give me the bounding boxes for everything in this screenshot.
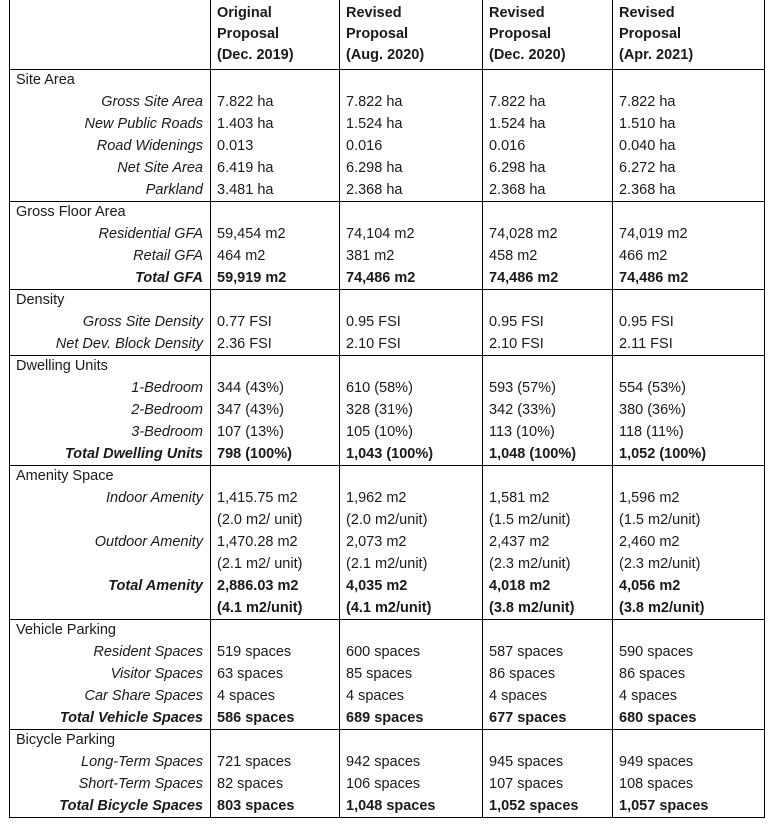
row-label: Total Dwelling Units xyxy=(10,443,211,466)
table-cell: 1.510 ha xyxy=(613,113,765,135)
section-header-empty-cell xyxy=(211,466,340,488)
table-cell: (2.3 m2/unit) xyxy=(613,553,765,575)
table-cell: 380 (36%) xyxy=(613,399,765,421)
table-cell: 2.10 FSI xyxy=(340,333,483,356)
section-header-empty-cell xyxy=(613,356,765,378)
table-cell: 0.016 xyxy=(483,135,613,157)
table-cell: 1,596 m2 xyxy=(613,487,765,509)
header-line: Revised xyxy=(619,5,675,21)
section-header-empty-cell xyxy=(483,730,613,752)
table-cell: 2,073 m2 xyxy=(340,531,483,553)
table-cell: 1,057 spaces xyxy=(613,795,765,818)
table-cell: (3.8 m2/unit) xyxy=(613,597,765,620)
header-line: Revised xyxy=(489,5,545,21)
table-cell: 118 (11%) xyxy=(613,421,765,443)
table-row xyxy=(10,157,765,179)
section-header-empty-cell xyxy=(211,730,340,752)
table-cell: 344 (43%) xyxy=(211,377,340,399)
table-row xyxy=(10,751,765,773)
table-cell: 381 m2 xyxy=(340,245,483,267)
section-header-row xyxy=(10,730,765,752)
header-line: (Dec. 2020) xyxy=(489,47,566,63)
header-line: Revised xyxy=(346,5,402,21)
table-row xyxy=(10,553,765,575)
row-label: Car Share Spaces xyxy=(10,685,211,707)
header-corner-cell xyxy=(10,0,211,70)
section-header-empty-cell xyxy=(211,620,340,642)
section-header-empty-cell xyxy=(211,70,340,92)
section-header-empty-cell xyxy=(340,70,483,92)
table-cell: 4 spaces xyxy=(211,685,340,707)
table-row xyxy=(10,223,765,245)
row-label: Total Vehicle Spaces xyxy=(10,707,211,730)
table-row xyxy=(10,135,765,157)
row-label: Indoor Amenity xyxy=(10,487,211,509)
row-label: Road Widenings xyxy=(10,135,211,157)
table-cell: 7.822 ha xyxy=(613,91,765,113)
header-line: Proposal xyxy=(489,26,552,42)
table-cell: 519 spaces xyxy=(211,641,340,663)
section-header-row xyxy=(10,202,765,224)
table-cell: 2,460 m2 xyxy=(613,531,765,553)
row-label: Total Bicycle Spaces xyxy=(10,795,211,818)
table-cell: 106 spaces xyxy=(340,773,483,795)
table-cell: 1.403 ha xyxy=(211,113,340,135)
table-cell: 2,886.03 m2 xyxy=(211,575,340,597)
section-header-empty-cell xyxy=(211,290,340,312)
table-cell: 59,919 m2 xyxy=(211,267,340,290)
row-label: Net Site Area xyxy=(10,157,211,179)
table-cell: 4 spaces xyxy=(340,685,483,707)
row-label xyxy=(10,509,211,531)
table-cell: 721 spaces xyxy=(211,751,340,773)
table-cell: 2.368 ha xyxy=(613,179,765,202)
table-cell: (2.3 m2/unit) xyxy=(483,553,613,575)
table-cell: 4,035 m2 xyxy=(340,575,483,597)
row-label: Residential GFA xyxy=(10,223,211,245)
table-cell: 689 spaces xyxy=(340,707,483,730)
section-header-empty-cell xyxy=(613,620,765,642)
table-cell: 2.368 ha xyxy=(483,179,613,202)
table-row xyxy=(10,597,765,620)
table-cell: 1,581 m2 xyxy=(483,487,613,509)
table-cell: 347 (43%) xyxy=(211,399,340,421)
table-row xyxy=(10,245,765,267)
section-header-empty-cell xyxy=(613,70,765,92)
table-row xyxy=(10,113,765,135)
table-cell: 74,486 m2 xyxy=(340,267,483,290)
table-cell: 458 m2 xyxy=(483,245,613,267)
row-label xyxy=(10,553,211,575)
table-cell: 113 (10%) xyxy=(483,421,613,443)
section-header-row xyxy=(10,356,765,378)
table-cell: 6.419 ha xyxy=(211,157,340,179)
section-header-empty-cell xyxy=(340,620,483,642)
table-cell: 1,962 m2 xyxy=(340,487,483,509)
table-cell: (4.1 m2/unit) xyxy=(211,597,340,620)
table-row xyxy=(10,795,765,818)
table-row xyxy=(10,509,765,531)
section-title: Density xyxy=(10,290,211,312)
table-cell: (2.1 m2/ unit) xyxy=(211,553,340,575)
header-cell-revised-apr-2021 xyxy=(613,0,765,70)
proposal-comparison-table xyxy=(9,0,765,818)
header-line: Proposal xyxy=(217,26,280,42)
table-cell: 63 spaces xyxy=(211,663,340,685)
table-cell: (2.0 m2/unit) xyxy=(340,509,483,531)
table-cell: 107 spaces xyxy=(483,773,613,795)
table-cell: 2.10 FSI xyxy=(483,333,613,356)
table-cell: 342 (33%) xyxy=(483,399,613,421)
table-cell: (3.8 m2/unit) xyxy=(483,597,613,620)
table-cell: 3.481 ha xyxy=(211,179,340,202)
row-label: Visitor Spaces xyxy=(10,663,211,685)
table-cell: 4,056 m2 xyxy=(613,575,765,597)
header-line: Proposal xyxy=(346,26,409,42)
table-cell: 59,454 m2 xyxy=(211,223,340,245)
header-cell-revised-aug-2020 xyxy=(340,0,483,70)
table-cell: 610 (58%) xyxy=(340,377,483,399)
section-header-empty-cell xyxy=(211,356,340,378)
table-cell: 0.95 FSI xyxy=(613,311,765,333)
table-cell: 86 spaces xyxy=(613,663,765,685)
section-header-empty-cell xyxy=(340,290,483,312)
table-cell: 0.95 FSI xyxy=(483,311,613,333)
row-label: Long-Term Spaces xyxy=(10,751,211,773)
table-cell: 2.368 ha xyxy=(340,179,483,202)
table-cell: (2.0 m2/ unit) xyxy=(211,509,340,531)
section-header-empty-cell xyxy=(613,202,765,224)
comparison-table-container xyxy=(9,0,765,818)
row-label: 1-Bedroom xyxy=(10,377,211,399)
header-line: Original xyxy=(217,5,272,21)
row-label: Short-Term Spaces xyxy=(10,773,211,795)
section-header-empty-cell xyxy=(340,466,483,488)
table-row xyxy=(10,421,765,443)
table-cell: 74,104 m2 xyxy=(340,223,483,245)
table-cell: 586 spaces xyxy=(211,707,340,730)
row-label: Retail GFA xyxy=(10,245,211,267)
table-cell: 1.524 ha xyxy=(483,113,613,135)
row-label: 3-Bedroom xyxy=(10,421,211,443)
table-row xyxy=(10,707,765,730)
table-row xyxy=(10,663,765,685)
table-cell: 1.524 ha xyxy=(340,113,483,135)
section-header-empty-cell xyxy=(340,356,483,378)
section-header-empty-cell xyxy=(483,466,613,488)
table-cell: 0.016 xyxy=(340,135,483,157)
table-cell: 593 (57%) xyxy=(483,377,613,399)
table-cell: 0.013 xyxy=(211,135,340,157)
table-cell: 945 spaces xyxy=(483,751,613,773)
table-cell: 1,052 (100%) xyxy=(613,443,765,466)
section-header-empty-cell xyxy=(483,290,613,312)
table-row xyxy=(10,487,765,509)
row-label: Gross Site Area xyxy=(10,91,211,113)
row-label: Gross Site Density xyxy=(10,311,211,333)
table-cell: 0.95 FSI xyxy=(340,311,483,333)
header-line: (Aug. 2020) xyxy=(346,47,425,63)
section-header-row xyxy=(10,620,765,642)
table-row xyxy=(10,773,765,795)
table-cell: 82 spaces xyxy=(211,773,340,795)
table-row xyxy=(10,531,765,553)
section-header-row xyxy=(10,70,765,92)
table-cell: 0.77 FSI xyxy=(211,311,340,333)
row-label: Net Dev. Block Density xyxy=(10,333,211,356)
table-cell: (1.5 m2/unit) xyxy=(483,509,613,531)
table-cell: (2.1 m2/unit) xyxy=(340,553,483,575)
section-title: Bicycle Parking xyxy=(10,730,211,752)
row-label: Parkland xyxy=(10,179,211,202)
section-header-empty-cell xyxy=(340,202,483,224)
table-cell: 2.11 FSI xyxy=(613,333,765,356)
table-row xyxy=(10,575,765,597)
section-title: Dwelling Units xyxy=(10,356,211,378)
row-label: Resident Spaces xyxy=(10,641,211,663)
table-cell: 86 spaces xyxy=(483,663,613,685)
table-cell: 466 m2 xyxy=(613,245,765,267)
section-header-empty-cell xyxy=(613,290,765,312)
table-row xyxy=(10,311,765,333)
section-header-empty-cell xyxy=(613,466,765,488)
table-row xyxy=(10,267,765,290)
table-cell: 587 spaces xyxy=(483,641,613,663)
header-line: (Apr. 2021) xyxy=(619,47,694,63)
table-row xyxy=(10,333,765,356)
section-header-empty-cell xyxy=(211,202,340,224)
table-cell: 1,048 (100%) xyxy=(483,443,613,466)
section-header-empty-cell xyxy=(483,202,613,224)
table-cell: 107 (13%) xyxy=(211,421,340,443)
header-cell-revised-dec-2020 xyxy=(483,0,613,70)
section-title: Site Area xyxy=(10,70,211,92)
table-cell: 2.36 FSI xyxy=(211,333,340,356)
table-cell: 803 spaces xyxy=(211,795,340,818)
section-header-row xyxy=(10,466,765,488)
table-cell: 1,048 spaces xyxy=(340,795,483,818)
row-label: Total Amenity xyxy=(10,575,211,597)
table-cell: 1,052 spaces xyxy=(483,795,613,818)
table-cell: 74,486 m2 xyxy=(613,267,765,290)
row-label xyxy=(10,597,211,620)
section-title: Vehicle Parking xyxy=(10,620,211,642)
table-cell: 7.822 ha xyxy=(340,91,483,113)
row-label: 2-Bedroom xyxy=(10,399,211,421)
table-cell: 6.298 ha xyxy=(340,157,483,179)
table-cell: 0.040 ha xyxy=(613,135,765,157)
section-header-empty-cell xyxy=(483,70,613,92)
section-title: Gross Floor Area xyxy=(10,202,211,224)
table-cell: 600 spaces xyxy=(340,641,483,663)
table-row xyxy=(10,399,765,421)
table-cell: 554 (53%) xyxy=(613,377,765,399)
section-header-empty-cell xyxy=(613,730,765,752)
table-cell: 590 spaces xyxy=(613,641,765,663)
section-header-empty-cell xyxy=(340,730,483,752)
table-cell: 464 m2 xyxy=(211,245,340,267)
table-cell: 677 spaces xyxy=(483,707,613,730)
table-cell: 7.822 ha xyxy=(211,91,340,113)
header-row xyxy=(10,0,765,70)
table-cell: 2,437 m2 xyxy=(483,531,613,553)
table-cell: 74,028 m2 xyxy=(483,223,613,245)
table-cell: 7.822 ha xyxy=(483,91,613,113)
table-cell: 6.272 ha xyxy=(613,157,765,179)
table-row xyxy=(10,377,765,399)
section-header-row xyxy=(10,290,765,312)
row-label: Outdoor Amenity xyxy=(10,531,211,553)
table-cell: 105 (10%) xyxy=(340,421,483,443)
table-cell: 74,019 m2 xyxy=(613,223,765,245)
table-cell: 4 spaces xyxy=(483,685,613,707)
table-cell: 4,018 m2 xyxy=(483,575,613,597)
table-row xyxy=(10,685,765,707)
table-cell: 798 (100%) xyxy=(211,443,340,466)
header-cell-original xyxy=(211,0,340,70)
table-cell: (4.1 m2/unit) xyxy=(340,597,483,620)
table-cell: 680 spaces xyxy=(613,707,765,730)
table-cell: 85 spaces xyxy=(340,663,483,685)
section-title: Amenity Space xyxy=(10,466,211,488)
table-row xyxy=(10,443,765,466)
table-cell: 328 (31%) xyxy=(340,399,483,421)
header-line: (Dec. 2019) xyxy=(217,47,294,63)
table-cell: 6.298 ha xyxy=(483,157,613,179)
table-cell: 949 spaces xyxy=(613,751,765,773)
row-label: Total GFA xyxy=(10,267,211,290)
table-cell: (1.5 m2/unit) xyxy=(613,509,765,531)
table-cell: 1,415.75 m2 xyxy=(211,487,340,509)
table-cell: 4 spaces xyxy=(613,685,765,707)
row-label: New Public Roads xyxy=(10,113,211,135)
section-header-empty-cell xyxy=(483,620,613,642)
table-cell: 1,470.28 m2 xyxy=(211,531,340,553)
table-cell: 74,486 m2 xyxy=(483,267,613,290)
header-line: Proposal xyxy=(619,26,682,42)
table-row xyxy=(10,641,765,663)
table-cell: 108 spaces xyxy=(613,773,765,795)
section-header-empty-cell xyxy=(483,356,613,378)
table-cell: 1,043 (100%) xyxy=(340,443,483,466)
table-row xyxy=(10,179,765,202)
table-cell: 942 spaces xyxy=(340,751,483,773)
table-row xyxy=(10,91,765,113)
